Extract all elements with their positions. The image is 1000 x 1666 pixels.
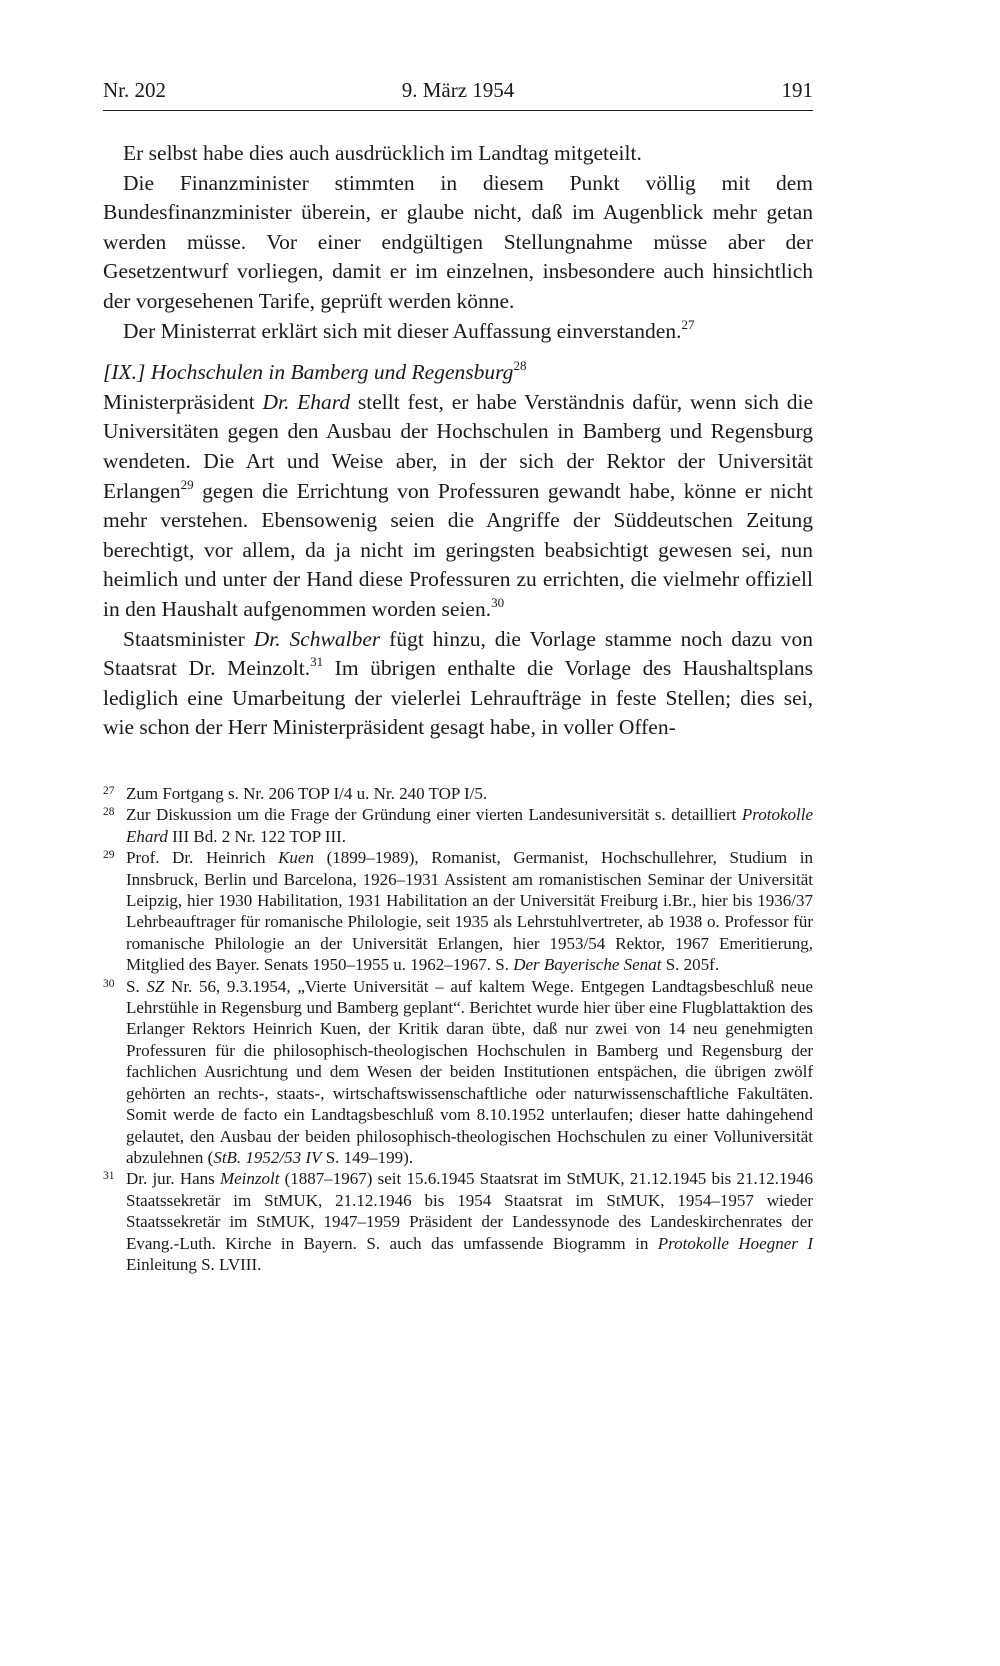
- footnote-27: 27 Zum Fortgang s. Nr. 206 TOP I/4 u. Nr. 240 TOP I/5.: [103, 783, 813, 804]
- body-text: [103, 139, 813, 743]
- paragraph: Staatsminister Dr. Schwalber fügt hinzu, die Vorlage stamme noch dazu von Staatsrat Dr. Meinzolt.$^{31}$ Im übrigen enthalte die Vorlage des Haushaltsplans lediglich eine Umarbeitung der vielerlei Lehraufträge in feste Stellen; dies sei, wie schon der Herr Ministerpräsident gesagt habe, in voller Offen-: [103, 626, 814, 740]
- footnote-ref[interactable]: 27: [681, 316, 695, 332]
- header-rule: [103, 110, 813, 111]
- footnote-number: 29: [103, 849, 115, 862]
- footnote-number: 28: [103, 806, 115, 819]
- footnote-number: 27: [103, 785, 115, 797]
- footnote-31: 31 Dr. jur. Hans Meinzolt (1887–1967) seit 15.6.1945 Staatsrat im StMUK, 21.12.1945 bis 21.12.1946 Staatssekretär im StMUK, 21.12.1946 bis 1954 Staatsrat im StMUK, 1954–1957 wieder Staatssekretär im StMUK, 1947–1959 Präsident der Landessynode des Landeskirchenrates der Evang.-Luth. Kirche in Bayern. S. auch das umfassende Biogramm in Protokolle Hoegner I Einleitung S. LVIII.: [103, 1168, 813, 1275]
- document-number: Nr. 202: [103, 78, 166, 102]
- paragraph: Die Finanzminister stimmten in diesem Punkt völlig mit dem Bundesfinanzminister überein, er glaube nicht, daß im Augenblick mehr getan werden müsse. Vor einer endgültigen Stellungnahme müsse aber der Gesetzentwurf vorliegen, damit er im einzelnen, insbesondere auch hinsichtlich der vorgesehenen Tarife, geprüft werden könne.: [103, 170, 813, 313]
- footnote-29: 29 Prof. Dr. Heinrich Kuen (1899–1989), Romanist, Germanist, Hochschullehrer, Studium in Innsbruck, Berlin und Barcelona, 1926–1931 Assistent am romanistischen Seminar der Universität Leipzig, hier 1930 Habilitation, 1931 Habilitation an der Universität Freiburg i.Br., hier bis 1936/37 Lehrbeauftrager für romanische Philologie, seit 1935 als Lehrstuhlvertreter, ab 1938 o. Professor für romanische Philologie an der Universität Erlangen, hier 1953/54 Rektor, 1967 Emeritierung, Mitglied des Bayer. Senats 1950–1955 u. 1962–1967. S. Der Bayerische Senat S. 205f.: [103, 847, 813, 975]
- footnote-ref[interactable]: 28: [513, 358, 527, 374]
- footnotes: [103, 783, 813, 1275]
- page: [103, 78, 813, 743]
- speaker-name: Dr. Ehard: [262, 389, 351, 414]
- paragraph: Der Ministerrat erklärt sich mit dieser Auffassung einverstanden.$^{27}$: [123, 316, 695, 343]
- footnote-number: 31: [103, 1170, 115, 1183]
- paragraph: Ministerpräsident Dr. Ehard stellt fest, er habe Verständnis dafür, wenn sich die Universitäten gegen den Ausbau der Hochschulen in Bamberg und Regensburg wendeten. Die Art und Weise aber, in der sich der Rektor der Universität Erlangen$^{29}$ gegen die Errichtung von Professuren gewandt habe, könne er nicht mehr verstehen. Ebensowenig seien die Angriffe der Süddeutschen Zeitung berechtigt, vor allem, da ja nicht im geringsten beabsichtigt gewesen sei, nun heimlich und unter der Hand diese Professuren zu errichten, die vielmehr offiziell in den Haushalt aufgenommen worden seien.$^{30}$: [103, 389, 814, 621]
- footnote-ref[interactable]: 29: [180, 476, 194, 492]
- document-date: 9. März 1954: [401, 78, 515, 102]
- footnote-28: 28 Zur Diskussion um die Frage der Gründung einer vierten Landesuniversität s. detailliert Protokolle Ehard III Bd. 2 Nr. 122 TOP III.: [103, 804, 813, 847]
- footnote-ref[interactable]: 31: [310, 654, 324, 670]
- section-heading: [IX.] Hochschulen in Bamberg und Regensburg$^{28}$: [103, 358, 527, 385]
- section-title: Hochschulen in Bamberg und Regensburg: [150, 360, 514, 385]
- paragraph: Er selbst habe dies auch ausdrücklich im Landtag mitgeteilt.: [123, 141, 642, 165]
- running-head: [103, 78, 813, 110]
- page-number: 191: [781, 78, 813, 102]
- footnote-30: 30 S. SZ Nr. 56, 9.3.1954, „Vierte Universität – auf kaltem Wege. Entgegen Landtagsbeschluß neue Lehrstühle in Regensburg und Bamberg geplant“. Berichtet wurde hier über eine Flugblattaktion des Erlanger Rektors Heinrich Kuen, der Kritik daran übte, daß nur zwei von 14 neu genehmigten Professuren für die philosophisch-theologischen Hochschulen in Bamberg und Regensburg der fachlichen Ausrichtung und dem Wesen der beiden Institutionen entspächen, die übrigen zwölf gehörten an rechts-, staats-, wirtschaftswissenschaftliche oder naturwissenschaftliche Fakultäten. Somit werde de facto ein Landtagsbeschluß vom 8.10.1952 unterlaufen; dieser hatte dahingehend gelautet, den Ausbau der beiden philosophisch-theologischen Hochschulen zu einer Volluniversität abzulehnen (StB. 1952/53 IV S. 149–199).: [103, 976, 813, 1169]
- footnote-number: 30: [103, 977, 115, 990]
- speaker-name: Dr. Schwalber: [253, 626, 381, 651]
- footnote-ref[interactable]: 30: [491, 594, 505, 610]
